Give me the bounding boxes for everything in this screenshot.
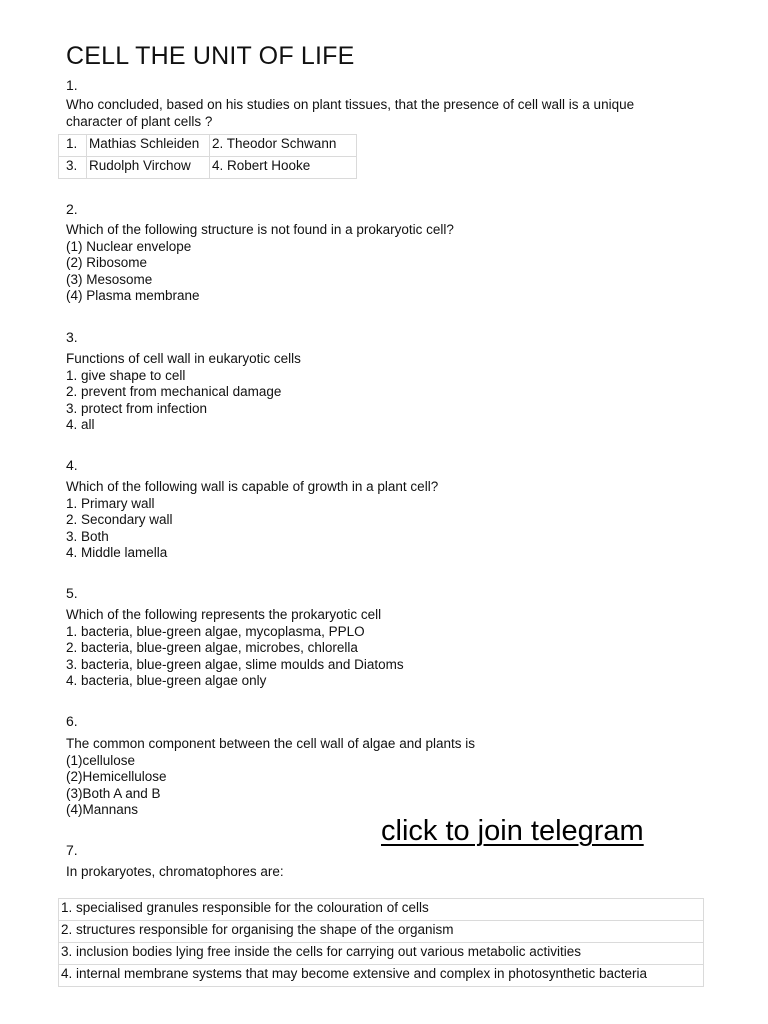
- question-3-number: 3.: [66, 329, 78, 345]
- question-7-text: In prokaryotes, chromatophores are:: [66, 864, 284, 879]
- telegram-join-link[interactable]: click to join telegram: [381, 815, 644, 847]
- option-cell: 3. inclusion bodies lying free inside the cells for carrying out various metabolic activities: [59, 943, 704, 965]
- question-2-number: 2.: [66, 201, 78, 217]
- question-4-number: 4.: [66, 457, 78, 473]
- question-5-number: 5.: [66, 585, 78, 601]
- question-6-text: The common component between the cell wall of algae and plants is (1)cellulose (2)Hemicellulose (3)Both A and B (4)Mannans: [66, 736, 475, 817]
- option-cell: 1.: [59, 135, 87, 157]
- option-cell: 4. internal membrane systems that may become extensive and complex in photosynthetic bacteria: [59, 965, 704, 987]
- question-1-options-row: [59, 135, 357, 157]
- question-1-options-table: [58, 134, 357, 179]
- option-cell: 2. structures responsible for organising the shape of the organism: [59, 921, 704, 943]
- option-cell: Rudolph Virchow: [87, 157, 210, 179]
- option-cell: 4. Robert Hooke: [210, 157, 357, 179]
- page-title: CELL THE UNIT OF LIFE: [66, 42, 355, 70]
- question-3-text: Functions of cell wall in eukaryotic cells 1. give shape to cell 2. prevent from mechanical damage 3. protect from infection 4. all: [66, 351, 301, 432]
- question-5-text: Which of the following represents the prokaryotic cell 1. bacteria, blue-green algae, mycoplasma, PPLO 2. bacteria, blue-green algae, microbes, chlorella 3. bacteria, blue-green algae, slime moulds and Diatoms 4. bacteria, blue-green algae only: [66, 607, 404, 688]
- question-4-text: Which of the following wall is capable of growth in a plant cell? 1. Primary wall 2. Secondary wall 3. Both 4. Middle lamella: [66, 479, 439, 560]
- question-6-number: 6.: [66, 713, 78, 729]
- option-cell: 1. specialised granules responsible for the colouration of cells: [59, 899, 704, 921]
- question-1-number: 1.: [66, 77, 78, 93]
- question-1-options-row: [59, 157, 357, 179]
- option-cell: Mathias Schleiden: [87, 135, 210, 157]
- question-7-options-table: [58, 898, 704, 987]
- option-cell: 3.: [59, 157, 87, 179]
- question-7-number: 7.: [66, 842, 78, 858]
- question-2-text: Which of the following structure is not found in a prokaryotic cell? (1) Nuclear envelope (2) Ribosome (3) Mesosome (4) Plasma membrane: [66, 222, 454, 303]
- option-cell: 2. Theodor Schwann: [210, 135, 357, 157]
- question-1-text: Who concluded, based on his studies on plant tissues, that the presence of cell wall is a unique character of plant cells ?: [66, 97, 638, 129]
